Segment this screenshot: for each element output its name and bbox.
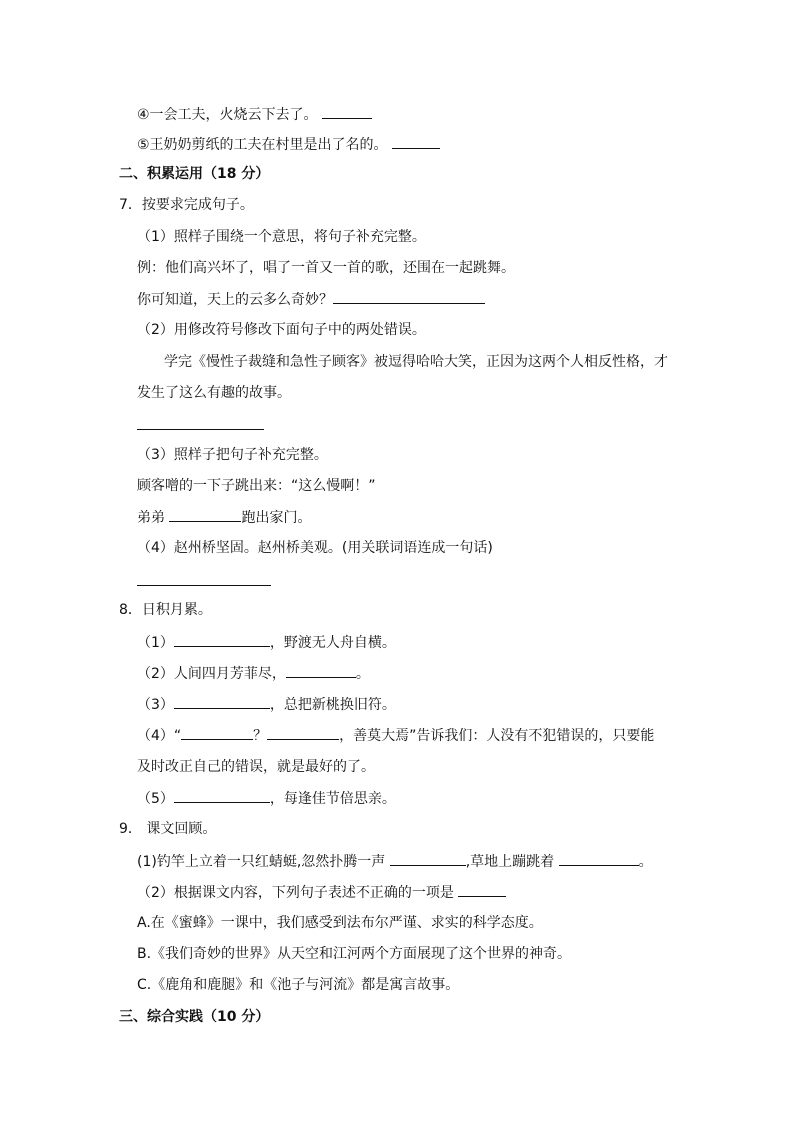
question-9-1-text-mid: ,草地上蹦跳着: [465, 854, 555, 870]
question-7-2-sentence-a: 学完《慢性子裁缝和急性子顾客》被逗得哈哈大笑，正因为这两个人相反性格，才: [164, 354, 668, 370]
question-9-2-text: （2）根据课文内容，下列句子表述不正确的一项是: [137, 885, 454, 901]
question-8-3-number: （3）: [137, 697, 174, 713]
answer-blank[interactable]: [174, 694, 270, 709]
question-8-4-mark: ？: [253, 728, 268, 744]
question-9-title: 9． 课文回顾。: [119, 821, 217, 837]
question-9-1: [137, 851, 653, 872]
option-b[interactable]: B.《我们奇妙的世界》从天空和江河两个方面展现了这个世界的神奇。: [137, 946, 572, 962]
question-8-1: [137, 632, 396, 653]
item-4-text: ④一会工夫，火烧云下去了。: [137, 107, 318, 123]
option-c[interactable]: C.《鹿角和鹿腿》和《池子与河流》都是寓言故事。: [137, 977, 460, 993]
question-8-title: 8．日积月累。: [119, 602, 212, 618]
question-7-2-sentence-b: 发生了这么有趣的故事。: [137, 385, 291, 401]
answer-blank[interactable]: [559, 851, 639, 866]
question-7-title: 7．按要求完成句子。: [119, 197, 254, 213]
question-8-1-text: ，野渡无人舟自横。: [269, 635, 396, 651]
question-8-4-text: ，善莫大焉”告诉我们：人没有不犯错误的，只要能: [339, 728, 655, 744]
question-8-5-number: （5）: [137, 791, 174, 807]
question-9-1-text: (1)钓竿上立着一只红蜻蜓,忽然扑腾一声: [137, 854, 386, 870]
answer-blank[interactable]: [322, 104, 372, 119]
answer-blank[interactable]: [181, 725, 253, 740]
question-7-3-fill: [137, 507, 311, 528]
question-8-4: [137, 725, 654, 746]
question-9-1-end: 。: [638, 854, 653, 870]
section-3-heading: 三、综合实践（10 分）: [119, 1009, 270, 1025]
question-7-2: （2）用修改符号修改下面句子中的两处错误。: [137, 322, 426, 338]
question-7-1: （1）照样子围绕一个意思，将句子补充完整。: [137, 229, 426, 245]
item-4: [137, 104, 372, 125]
question-8-5: [137, 788, 396, 809]
question-7-prompt: [137, 289, 485, 310]
question-7-example: 例：他们高兴坏了，唱了一首又一首的歌，还围在一起跳舞。: [137, 260, 515, 276]
question-7-prompt-text: 你可知道，天上的云多么奇妙？: [137, 292, 333, 308]
question-7-3: （3）照样子把句子补充完整。: [137, 447, 328, 463]
answer-blank[interactable]: [392, 134, 440, 149]
answer-blank[interactable]: [174, 632, 270, 647]
answer-blank[interactable]: [169, 507, 241, 522]
question-8-2-end: 。: [355, 666, 370, 682]
question-7-3-subject: 弟弟: [137, 510, 165, 526]
question-8-5-text: ，每逢佳节倍思亲。: [269, 791, 396, 807]
question-8-4-continued: 及时改正自己的错误，就是最好的了。: [137, 759, 375, 775]
question-7-3-predicate: 跑出家门。: [241, 510, 312, 526]
answer-line[interactable]: [137, 429, 264, 430]
item-5-text: ⑤王奶奶剪纸的工夫在村里是出了名的。: [137, 137, 388, 153]
question-8-4-number: （4）“: [137, 728, 182, 744]
answer-blank[interactable]: [174, 788, 270, 803]
section-2-heading: 二、积累运用（18 分）: [119, 166, 270, 182]
question-9-2: [137, 882, 506, 903]
question-7-3-example: 顾客噌的一下子跳出来：“这么慢啊！”: [137, 478, 376, 494]
answer-blank[interactable]: [286, 663, 356, 678]
question-7-4: （4）赵州桥坚固。赵州桥美观。(用关联词语连成一句话): [137, 540, 493, 556]
question-8-1-number: （1）: [137, 635, 174, 651]
answer-blank[interactable]: [458, 882, 506, 897]
question-8-2-text: （2）人间四月芳菲尽，: [137, 666, 286, 682]
answer-blank[interactable]: [267, 725, 339, 740]
item-5: [137, 134, 440, 155]
answer-line[interactable]: [137, 585, 271, 586]
question-8-2: [137, 663, 370, 684]
question-8-3: [137, 694, 396, 715]
option-a[interactable]: A.在《蜜蜂》一课中，我们感受到法布尔严谨、求实的科学态度。: [137, 915, 543, 931]
question-8-3-text: ，总把新桃换旧符。: [269, 697, 396, 713]
answer-blank[interactable]: [333, 289, 485, 304]
answer-blank[interactable]: [390, 851, 466, 866]
